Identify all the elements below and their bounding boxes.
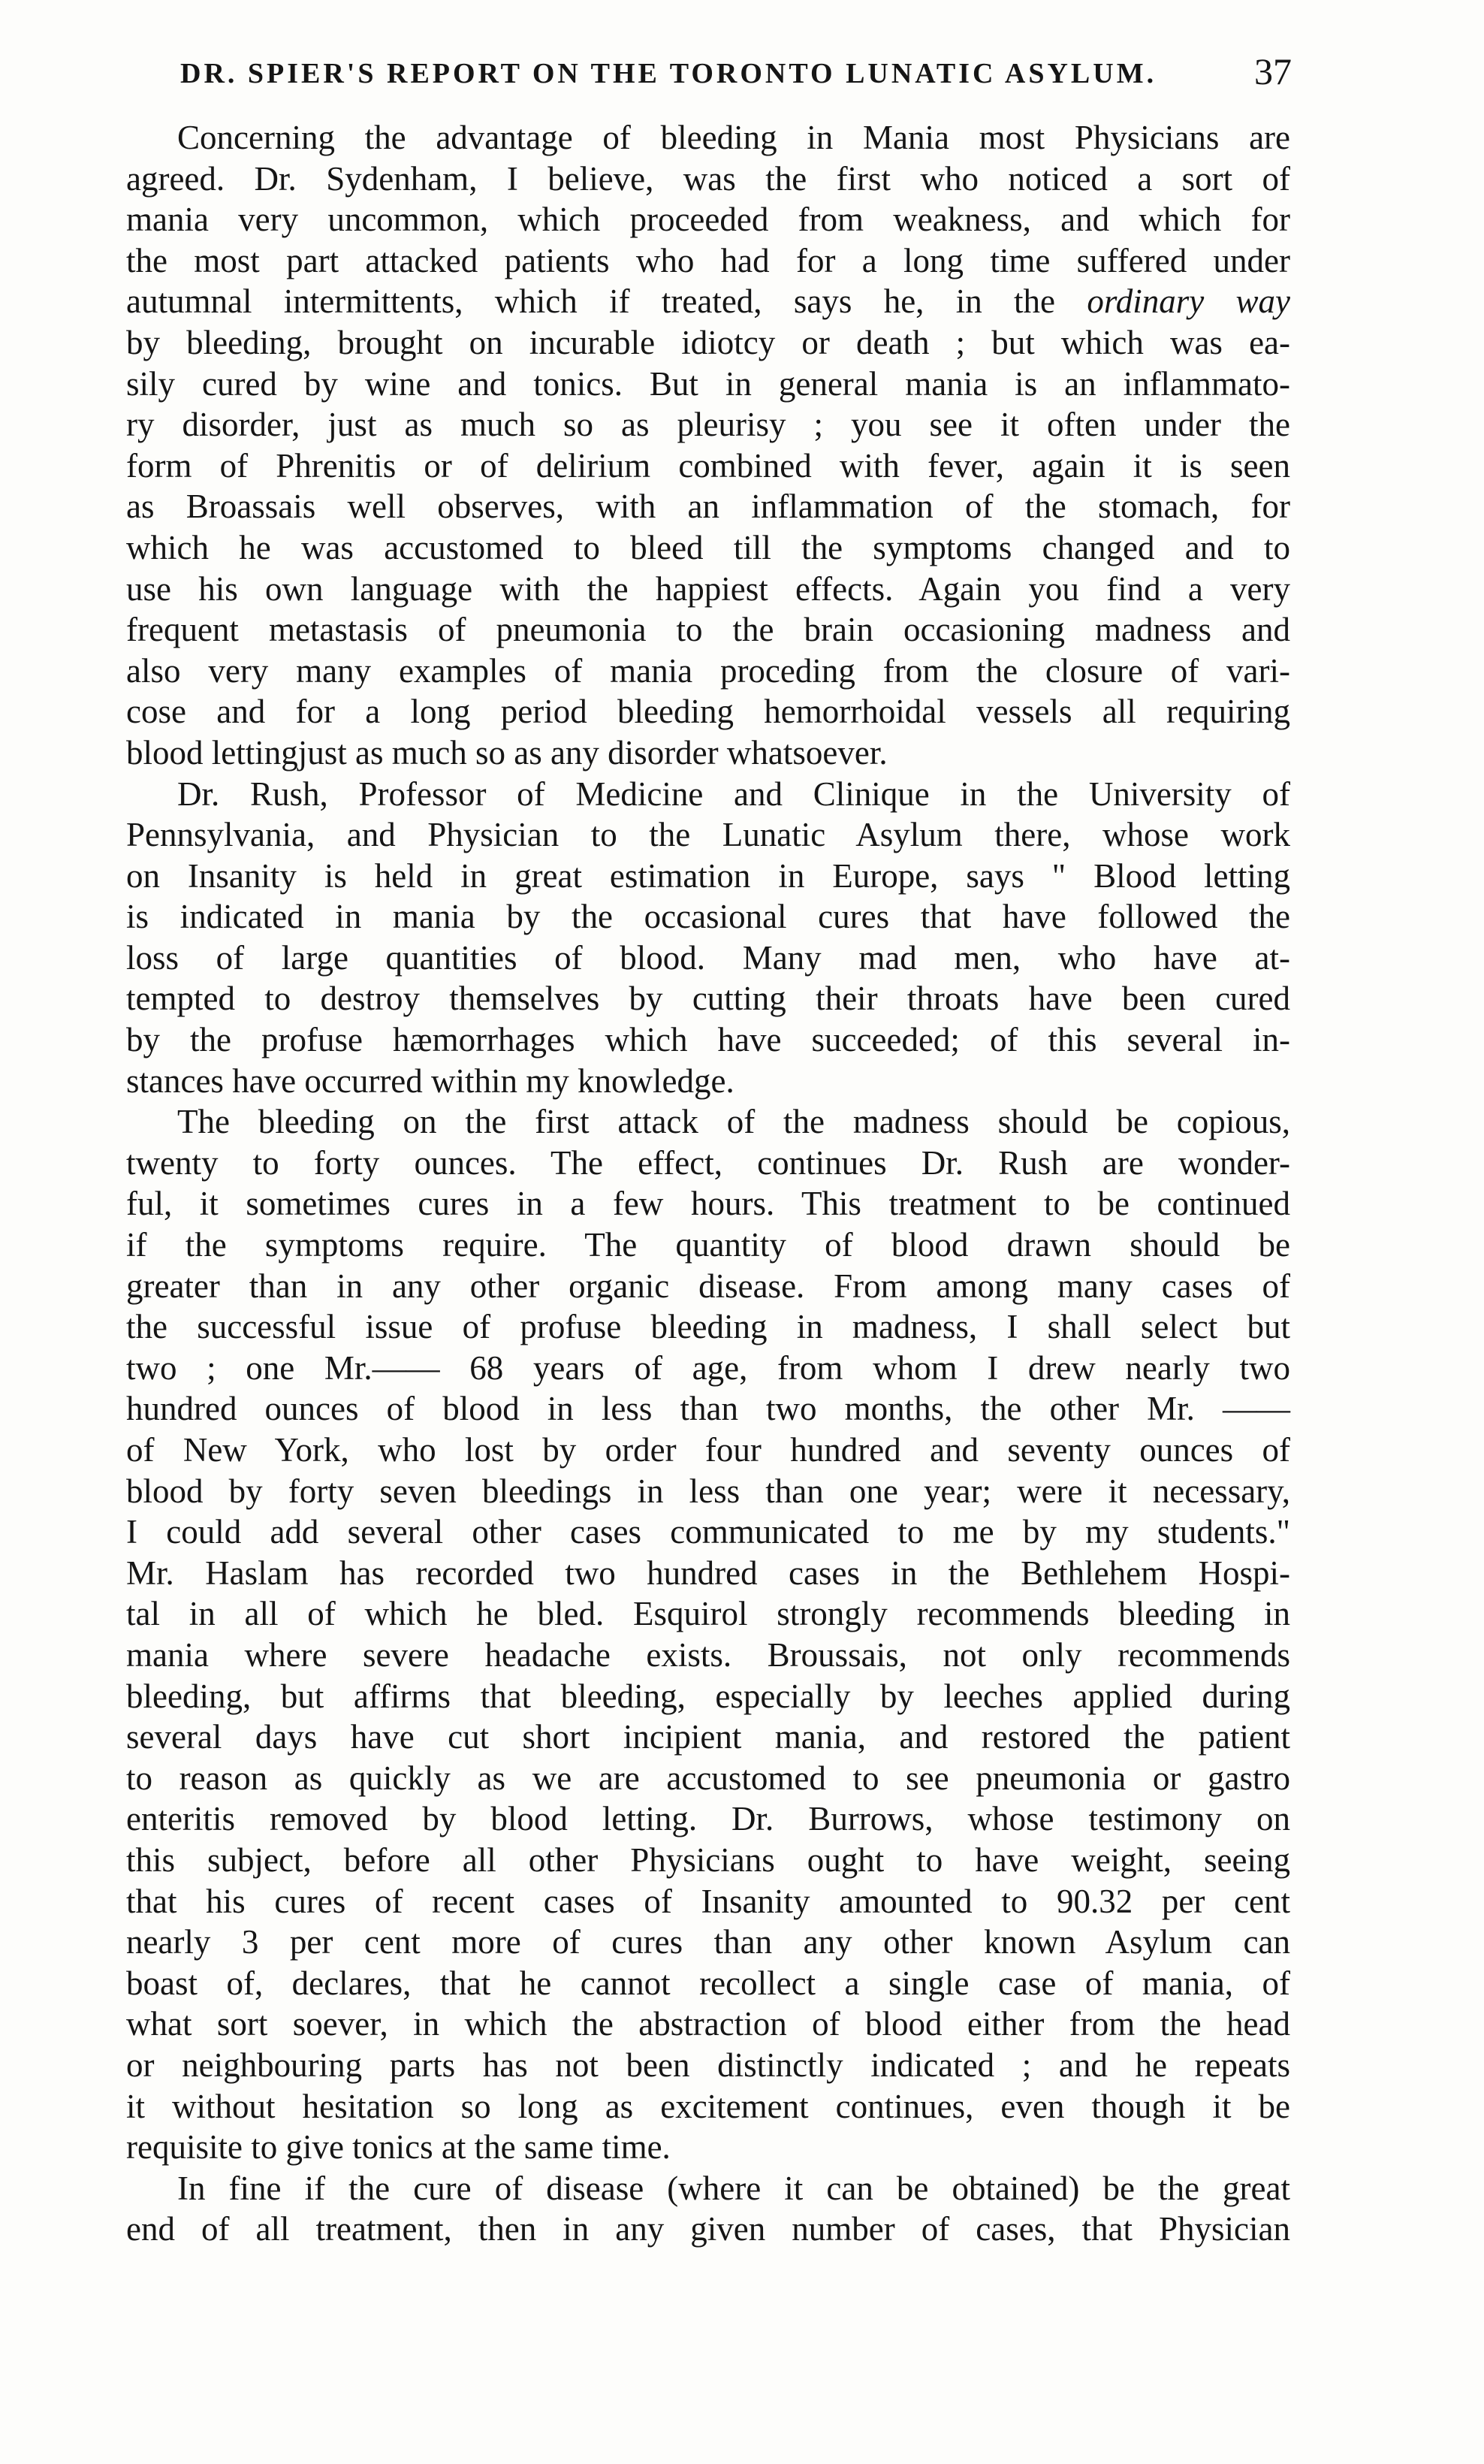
- text-line: autumnal intermittents, which if treated, says he, in the ordinary way: [126, 282, 1290, 321]
- text-line: ry disorder, just as much so as pleurisy ; you see it often under the: [126, 406, 1290, 444]
- text-line: as Broassais well observes, with an inflammation of the stomach, for: [126, 488, 1290, 526]
- text-line: of New York, who lost by order four hundred and seventy ounces of: [126, 1431, 1290, 1469]
- text-line: that his cures of recent cases of Insanity amounted to 90.32 per cent: [126, 1882, 1290, 1920]
- text-line: blood lettingjust as much so as any disorder whatsoever.: [126, 733, 888, 772]
- running-head: DR. SPIER'S REPORT ON THE TORONTO LUNATIC ASYLUM.: [180, 58, 1157, 89]
- text-line: enteritis removed by blood letting. Dr. Burrows, whose testimony on: [126, 1800, 1290, 1838]
- text-line: hundred ounces of blood in less than two months, the other Mr. ——: [126, 1390, 1290, 1428]
- text-line: mania where severe headache exists. Broussais, not only recommends: [126, 1635, 1290, 1674]
- text-line: the successful issue of profuse bleeding in madness, I shall select but: [126, 1308, 1290, 1346]
- text-line: on Insanity is held in great estimation in Europe, says " Blood letting: [126, 856, 1290, 895]
- text-line: form of Phrenitis or of delirium combined with fever, again it is seen: [126, 446, 1290, 485]
- text-line: agreed. Dr. Sydenham, I believe, was the first who noticed a sort of: [126, 159, 1290, 198]
- text-line: nearly 3 per cent more of cures than any other known Asylum can: [126, 1923, 1290, 1961]
- text-line: or neighbouring parts has not been distinctly indicated ; and he repeats: [126, 2046, 1290, 2084]
- text-line: tal in all of which he bled. Esquirol strongly recommends bleeding in: [126, 1595, 1290, 1633]
- body-text: [126, 117, 1290, 2250]
- text-line: In fine if the cure of disease (where it can be obtained) be the great: [177, 2169, 1290, 2207]
- paragraph-bleeding-first-attack: [126, 1101, 1290, 2167]
- text-line: end of all treatment, then in any given number of cases, that Physician: [126, 2210, 1290, 2248]
- paragraph-dr-rush: [126, 774, 1290, 1102]
- text-line: I could add several other cases communicated to me by my students.": [126, 1513, 1290, 1551]
- text-line: Pennsylvania, and Physician to the Lunatic Asylum there, whose work: [126, 816, 1290, 854]
- page-header: [150, 50, 1292, 102]
- paragraph-bleeding-in-mania: [126, 117, 1290, 774]
- text-line: what sort soever, in which the abstraction of blood either from the head: [126, 2005, 1290, 2043]
- text-line: two ; one Mr.—— 68 years of age, from whom I drew nearly two: [126, 1348, 1290, 1387]
- text-line: by the profuse hæmorrhages which have succeeded; of this several in-: [126, 1021, 1290, 1059]
- text-line: blood by forty seven bleedings in less than one year; were it necessary,: [126, 1472, 1290, 1510]
- text-line: The bleeding on the first attack of the madness should be copious,: [177, 1103, 1290, 1141]
- text-line: tempted to destroy themselves by cutting their throats have been cured: [126, 980, 1290, 1018]
- text-line: boast of, declares, that he cannot recollect a single case of mania, of: [126, 1964, 1290, 2002]
- text-line: mania very uncommon, which proceeded from weakness, and which for: [126, 201, 1290, 239]
- text-line: also very many examples of mania proceding from the closure of vari-: [126, 651, 1290, 690]
- text-line: the most part attacked patients who had for a long time suffered under: [126, 241, 1290, 279]
- text-line: sily cured by wine and tonics. But in general mania is an inflammato-: [126, 364, 1290, 403]
- text-line: Concerning the advantage of bleeding in Mania most Physicians are: [177, 119, 1290, 156]
- text-line: bleeding, but affirms that bleeding, especially by leeches applied during: [126, 1677, 1290, 1715]
- text-line: frequent metastasis of pneumonia to the brain occasioning madness and: [126, 611, 1290, 649]
- text-line: use his own language with the happiest effects. Again you find a very: [126, 569, 1290, 608]
- text-line: to reason as quickly as we are accustomed to see pneumonia or gastro: [126, 1759, 1290, 1797]
- text-line: ful, it sometimes cures in a few hours. This treatment to be continued: [126, 1185, 1290, 1223]
- text-line: several days have cut short incipient mania, and restored the patient: [126, 1718, 1290, 1756]
- text-line: is indicated in mania by the occasional cures that have followed the: [126, 898, 1290, 936]
- text-line: which he was accustomed to bleed till the symptoms changed and to: [126, 528, 1290, 566]
- text-line: requisite to give tonics at the same time.: [126, 2128, 671, 2167]
- page-number: 37: [1254, 50, 1292, 92]
- text-line: by bleeding, brought on incurable idiotcy or death ; but which was ea-: [126, 323, 1290, 361]
- text-line: cose and for a long period bleeding hemorrhoidal vessels all requiring: [126, 693, 1290, 731]
- text-line: this subject, before all other Physicians ought to have weight, seeing: [126, 1840, 1290, 1879]
- text-line: twenty to forty ounces. The effect, continues Dr. Rush are wonder-: [126, 1143, 1290, 1182]
- paragraph-in-fine: [126, 2168, 1290, 2250]
- text-line: if the symptoms require. The quantity of blood drawn should be: [126, 1226, 1290, 1264]
- text-line: Dr. Rush, Professor of Medicine and Clinique in the University of: [177, 775, 1290, 813]
- text-line: Mr. Haslam has recorded two hundred cases in the Bethlehem Hospi-: [126, 1554, 1290, 1592]
- text-line: it without hesitation so long as excitement continues, even though it be: [126, 2087, 1290, 2125]
- text-line: greater than in any other organic disease. From among many cases of: [126, 1267, 1290, 1305]
- text-line: stances have occurred within my knowledge.: [126, 1061, 734, 1100]
- text-line: loss of large quantities of blood. Many mad men, who have at-: [126, 938, 1290, 977]
